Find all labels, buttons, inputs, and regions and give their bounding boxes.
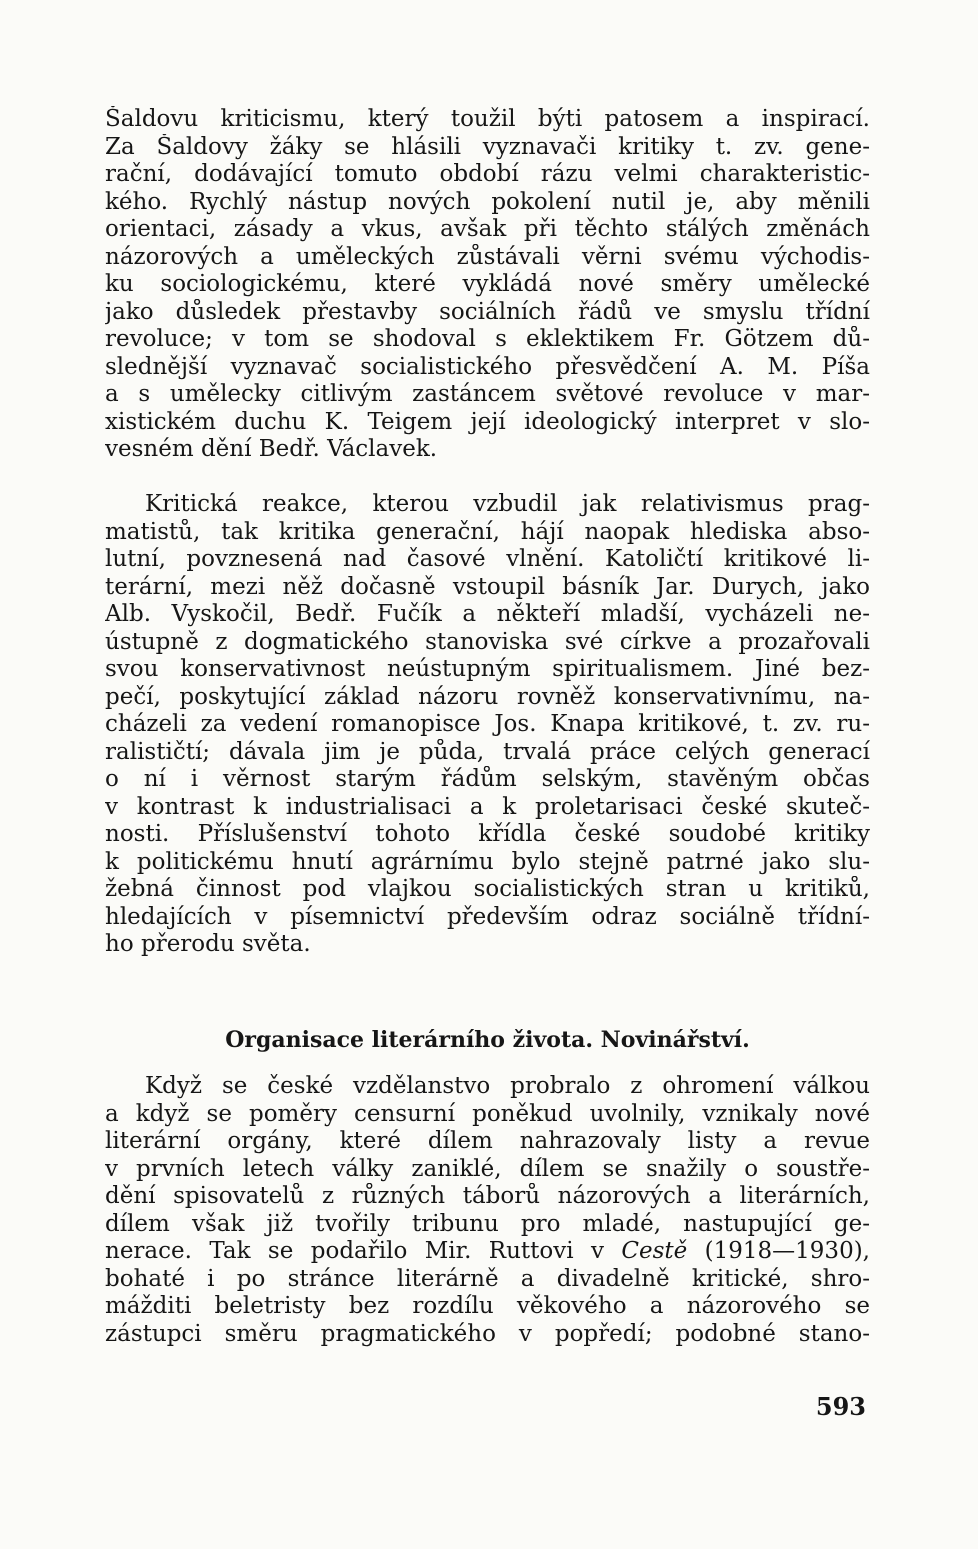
text-line: xistickém duchu K. Teigem její ideologický interpret v slo-	[105, 408, 870, 435]
text-line: pečí, poskytující základ názoru rovněž konservativnímu, na-	[105, 683, 870, 710]
text-line: nosti. Příslušenství tohoto křídla české soudobé kritiky	[105, 821, 870, 847]
text-line-with-italic	[105, 1238, 870, 1266]
paragraph-literarni-organy	[105, 1073, 870, 1348]
text-line: ústupně z dogmatického stanoviska své církve a prozařovali	[105, 628, 870, 655]
text-line: Za Šaldovy žáky se hlásili vyznavači kritiky t. zv. gene-	[105, 133, 870, 160]
section-heading: Organisace literárního života. Novinářství.	[225, 1027, 750, 1053]
text-line: a když se poměry censurní poněkud uvolnily, vznikaly nové	[105, 1100, 870, 1127]
text-line: Alb. Vyskočil, Bedř. Fučík a někteří mladší, vycházeli ne-	[105, 601, 870, 627]
text-line: revoluce; v tom se shodoval s eklektikem Fr. Götzem dů-	[105, 326, 870, 352]
text-line: ralističtí; dávala jim je půda, trvalá práce celých generací	[105, 738, 870, 765]
text-line: Když se české vzdělanstvo probralo z ohromení válkou	[145, 1073, 870, 1099]
text-line: Šaldovu kriticismu, který toužil býti patosem a inspirací.	[105, 106, 870, 132]
text-line: názorových a uměleckých zůstávali věrni svému východis-	[105, 243, 870, 270]
text-line: literární orgány, které dílem nahrazovaly listy a revue	[105, 1128, 870, 1154]
journal-title-italic: Cestě	[621, 1238, 688, 1264]
text-line: vesném dění Bedř. Václavek.	[105, 436, 438, 462]
text-line: orientaci, zásady a vkus, avšak při těchto stálých změnách	[105, 216, 870, 242]
text-segment: nerace. Tak se podařilo Mir. Ruttovi v	[105, 1238, 622, 1264]
text-line: v kontrast k industrialisaci a k proletarisaci české skuteč-	[105, 793, 870, 820]
text-line: dění spisovatelů z různých táborů názorových a literárních,	[105, 1183, 870, 1209]
text-line: Kritická reakce, kterou vzbudil jak relativismus prag-	[145, 491, 870, 517]
text-line: svou konservativnost neústupným spiritualismem. Jiné bez-	[105, 656, 870, 682]
text-line: cházeli za vedení romanopisce Jos. Knapa kritikové, t. zv. ru-	[105, 711, 870, 737]
text-line: a s umělecky citlivým zastáncem světové revoluce v mar-	[105, 381, 870, 407]
text-line: ku sociologickému, které vykládá nové směry umělecké	[105, 271, 870, 297]
text-line: matistů, tak kritika generační, hájí naopak hlediska abso-	[105, 518, 870, 545]
text-line: terární, mezi něž dočasně vstoupil básník Jar. Durych, jako	[105, 573, 870, 600]
text-line: jako důsledek přestavby sociálních řádů ve smyslu třídní	[105, 298, 870, 325]
text-line: rační, dodávající tomuto období rázu velmi charakteristic-	[105, 161, 870, 187]
text-line: o ní i věrnost starým řádům selským, stavěným občas	[105, 766, 870, 792]
text-line: hledajících v písemnictví především odraz sociálně třídní-	[105, 903, 870, 930]
text-line: žebná činnost pod vlajkou socialistických stran u kritiků,	[105, 876, 870, 902]
text-line: bohaté i po stránce literárně a divadelně kritické, shro-	[105, 1265, 870, 1292]
text-line: mážditi beletristy bez rozdílu věkového a názorového se	[105, 1293, 870, 1319]
text-line: zástupci směru pragmatického v popředí; podobné stano-	[105, 1320, 870, 1347]
text-line: dílem však již tvořily tribunu pro mladé, nastupující ge-	[105, 1210, 870, 1237]
text-line: v prvních letech války zaniklé, dílem se snažily o soustře-	[105, 1155, 870, 1182]
text-line: kého. Rychlý nástup nových pokolení nutil je, aby měnili	[105, 188, 870, 215]
page-number: 593	[815, 1392, 866, 1421]
text-segment: (1918—1930),	[687, 1238, 870, 1264]
text-line: slednější vyznavač socialistického přesvědčení A. M. Píša	[105, 353, 870, 380]
text-line: k politickému hnutí agrárnímu bylo stejně patrné jako slu-	[105, 848, 870, 875]
paragraph-kriticka-reakce	[105, 491, 870, 959]
paragraph-saldova-kritika	[105, 106, 870, 464]
text-line: lutní, povznesená nad časové vlnění. Katoličtí kritikové li-	[105, 546, 870, 572]
text-line: ho přerodu světa.	[105, 931, 311, 957]
